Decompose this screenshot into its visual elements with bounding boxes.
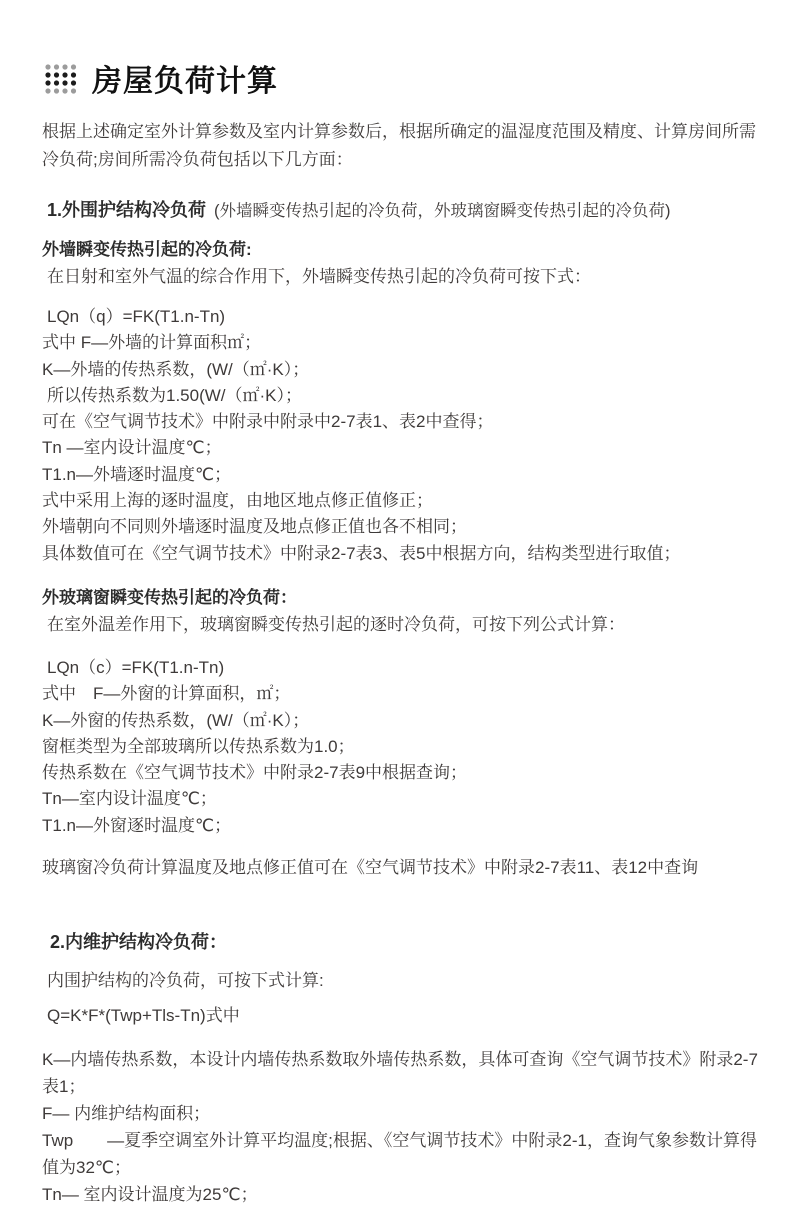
wall-line: 外墙朝向不同则外墙逐时温度及地点修正值也各不相同； — [42, 517, 467, 537]
window-subsection-intro — [42, 584, 760, 638]
section1-heading — [42, 196, 760, 222]
window-lead: 在室外温差作用下，玻璃窗瞬变传热引起的逐时冷负荷，可按下列公式计算： — [47, 614, 625, 634]
intro-paragraph: 根据上述确定室外计算参数及室内计算参数后，根据所确定的温湿度范围及精度、计算房间所需冷负荷;房间所需冷负荷包括以下几方面： — [42, 122, 756, 169]
wall-line: 式中采用上海的逐时温度，由地区地点修正值修正； — [42, 491, 433, 511]
window-line: 式中 F—外窗的计算面积，㎡； — [42, 684, 291, 704]
wall-line: 具体数值可在《空气调节技术》中附录2-7表3、表5中根据方向，结构类型进行取值； — [42, 543, 681, 563]
section2-heading: 2.内维护结构冷负荷： — [50, 932, 228, 953]
window-line: Tn—室内设计温度℃； — [42, 789, 217, 809]
section2-line: Tn— 室内设计温度为25℃； — [42, 1185, 258, 1205]
wall-line: Tn —室内设计温度℃； — [42, 438, 222, 458]
wall-lead: 在日射和室外气温的综合作用下，外墙瞬变传热引起的冷负荷可按下式： — [47, 267, 591, 286]
glass-correction-note: 玻璃窗冷负荷计算温度及地点修正值可在《空气调节技术》中附录2-7表11、表12中查询 — [42, 858, 699, 878]
window-line: K—外窗的传热系数，(W/（㎡·K）； — [42, 710, 310, 730]
section2-formula: Q=K*F*(Twp+Tls-Tn)式中 — [47, 1006, 240, 1026]
wall-line: 所以传热系数为1.50(W/（㎡·K）； — [47, 385, 303, 405]
wall-line: K—外墙的传热系数，(W/（㎡·K）； — [42, 359, 310, 379]
section2-lead: 内围护结构的冷负荷，可按下式计算: — [47, 971, 324, 991]
dots-grid-icon — [42, 60, 78, 96]
section2-line: K—内墙传热系数，本设计内墙传热系数取外墙传热系数，具体可查询《空气调节技术》附录2-7表1； — [42, 1050, 758, 1097]
doc-header — [42, 56, 760, 100]
window-formula-block — [42, 655, 760, 839]
wall-line: 可在《空气调节技术》中附录中附录中2-7表1、表2中查得； — [42, 412, 494, 432]
wall-line: T1.n—外墙逐时温度℃； — [42, 464, 232, 484]
wall-line: 式中 F—外墙的计算面积㎡； — [42, 333, 262, 353]
window-line: 传热系数在《空气调节技术》中附录2-7表9中根据查询； — [42, 763, 468, 783]
wall-subheading: 外墙瞬变传热引起的冷负荷: — [42, 240, 252, 259]
section1-heading-title: 1.外围护结构冷负荷 — [47, 200, 207, 220]
window-line: 窗框类型为全部玻璃所以传热系数为1.0； — [42, 736, 355, 756]
section1-heading-note: (外墙瞬变传热引起的冷负荷，外玻璃窗瞬变传热引起的冷负荷) — [214, 202, 671, 220]
wall-formula: LQn（q）=FK(T1.n-Tn) — [47, 307, 226, 326]
window-formula: LQn（c）=FK(T1.n-Tn) — [47, 657, 225, 677]
wall-formula-block — [42, 304, 760, 567]
section2-line: F— 内维护结构面积； — [42, 1104, 211, 1124]
wall-subsection-intro — [42, 236, 760, 290]
window-subheading: 外玻璃窗瞬变传热引起的冷负荷： — [42, 587, 297, 607]
window-line: T1.n—外窗逐时温度℃； — [42, 815, 232, 835]
page-title: 房屋负荷计算 — [92, 65, 278, 98]
section2-line: Twp —夏季空调室外计算平均温度;根据、《空气调节技术》中附录2-1，查询气象参数计算得值为32℃； — [42, 1131, 757, 1178]
section2-lines-block — [42, 1046, 760, 1208]
